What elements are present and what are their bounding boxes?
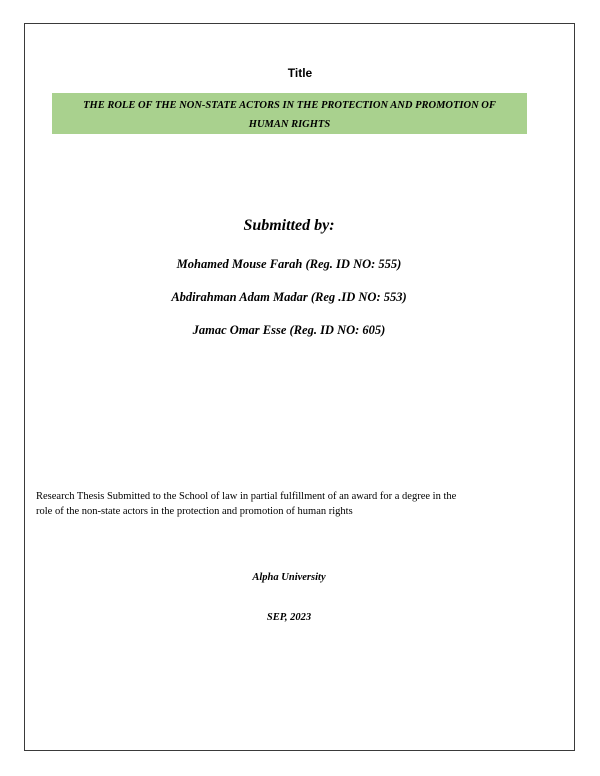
- university-name: Alpha University: [252, 572, 326, 583]
- submission-date: SEP, 2023: [266, 612, 312, 623]
- thesis-title-line-2: HUMAN RIGHTS: [248, 119, 331, 130]
- thesis-title-highlight: [52, 93, 527, 134]
- thesis-title-line-1: THE ROLE OF THE NON-STATE ACTORS IN THE PROTECTION AND PROMOTION OF: [83, 100, 496, 111]
- description-line-2: role of the non-state actors in the protection and promotion of human rights: [36, 506, 353, 517]
- title-label: Title: [287, 66, 313, 80]
- thesis-description: [36, 489, 526, 519]
- author-3: Jamac Omar Esse (Reg. ID NO: 605): [192, 323, 386, 337]
- description-line-1: Research Thesis Submitted to the School of law in partial fulfillment of an award for a degree in the: [36, 491, 457, 502]
- author-1: Mohamed Mouse Farah (Reg. ID NO: 555): [176, 257, 402, 271]
- author-2: Abdirahman Adam Madar (Reg .ID NO: 553): [171, 290, 407, 304]
- submitted-by-heading: Submitted by:: [243, 217, 335, 234]
